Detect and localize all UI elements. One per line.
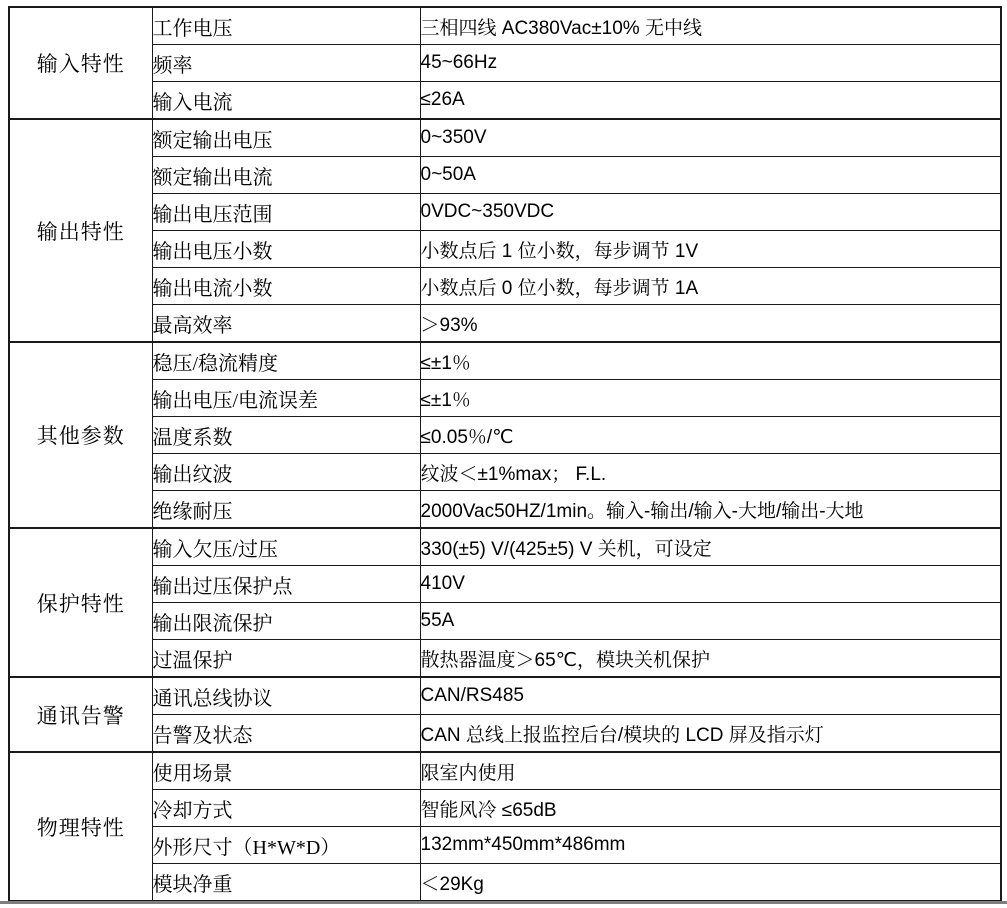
value-cell: 0~50A [420, 157, 1001, 194]
table-row [9, 268, 1001, 305]
value-cell: ≤0.05％/℃ [420, 417, 1001, 454]
value-cell: 0VDC~350VDC [420, 194, 1001, 231]
table-row [9, 45, 1001, 82]
value-cell: ≤±1％ [420, 380, 1001, 417]
table-row [9, 491, 1001, 529]
param-cell: 稳压/稳流精度 [152, 342, 420, 380]
param-cell: 外形尺寸（H*W*D） [152, 827, 420, 864]
bottom-divider [0, 901, 1007, 904]
value-cell: 410V [420, 566, 1001, 603]
table-row [9, 752, 1001, 790]
value-cell: 55A [420, 603, 1001, 640]
table-row [9, 7, 1001, 45]
category-cell: 物理特性 [9, 752, 152, 901]
table-row [9, 528, 1001, 566]
table-row [9, 603, 1001, 640]
value-cell: 三相四线 AC380Vac±10% 无中线 [420, 7, 1001, 45]
param-cell: 输入电流 [152, 82, 420, 120]
value-cell: 0~350V [420, 119, 1001, 157]
param-cell: 通讯总线协议 [152, 677, 420, 715]
param-cell: 输出电流小数 [152, 268, 420, 305]
category-cell: 输入特性 [9, 7, 152, 119]
table-row [9, 82, 1001, 120]
table-row [9, 454, 1001, 491]
param-cell: 工作电压 [152, 7, 420, 45]
param-cell: 最高效率 [152, 305, 420, 343]
value-cell: 纹波＜±1%max； F.L. [420, 454, 1001, 491]
spec-table [8, 6, 1002, 902]
value-cell: ＞93% [420, 305, 1001, 343]
table-row [9, 864, 1001, 902]
value-cell: CAN/RS485 [420, 677, 1001, 715]
table-row [9, 790, 1001, 827]
value-cell: 45~66Hz [420, 45, 1001, 82]
value-cell: CAN 总线上报监控后台/模块的 LCD 屏及指示灯 [420, 715, 1001, 753]
value-cell: ≤±1％ [420, 342, 1001, 380]
table-row [9, 157, 1001, 194]
param-cell: 频率 [152, 45, 420, 82]
table-row [9, 231, 1001, 268]
table-row [9, 417, 1001, 454]
param-cell: 使用场景 [152, 752, 420, 790]
param-cell: 冷却方式 [152, 790, 420, 827]
param-cell: 过温保护 [152, 640, 420, 678]
param-cell: 额定输出电压 [152, 119, 420, 157]
param-cell: 输出电压范围 [152, 194, 420, 231]
category-cell: 通讯告警 [9, 677, 152, 752]
param-cell: 模块净重 [152, 864, 420, 902]
table-row [9, 342, 1001, 380]
value-cell: 132mm*450mm*486mm [420, 827, 1001, 864]
value-cell: 2000Vac50HZ/1min。输入-输出/输入-大地/输出-大地 [420, 491, 1001, 529]
table-row [9, 677, 1001, 715]
table-row [9, 380, 1001, 417]
value-cell: 散热器温度＞65℃，模块关机保护 [420, 640, 1001, 678]
category-cell: 保护特性 [9, 528, 152, 677]
param-cell: 输出过压保护点 [152, 566, 420, 603]
table-row [9, 566, 1001, 603]
table-row [9, 305, 1001, 343]
value-cell: 330(±5) V/(425±5) V 关机，可设定 [420, 528, 1001, 566]
table-row [9, 827, 1001, 864]
param-cell: 额定输出电流 [152, 157, 420, 194]
category-cell: 输出特性 [9, 119, 152, 342]
param-cell: 输出限流保护 [152, 603, 420, 640]
value-cell: 智能风冷 ≤65dB [420, 790, 1001, 827]
param-cell: 告警及状态 [152, 715, 420, 753]
value-cell: 限室内使用 [420, 752, 1001, 790]
param-cell: 输入欠压/过压 [152, 528, 420, 566]
table-row [9, 640, 1001, 678]
value-cell: 小数点后 0 位小数，每步调节 1A [420, 268, 1001, 305]
param-cell: 输出纹波 [152, 454, 420, 491]
param-cell: 温度系数 [152, 417, 420, 454]
param-cell: 输出电压/电流误差 [152, 380, 420, 417]
table-row [9, 119, 1001, 157]
table-row [9, 194, 1001, 231]
value-cell: ＜29Kg [420, 864, 1001, 902]
table-row [9, 715, 1001, 753]
value-cell: ≤26A [420, 82, 1001, 120]
value-cell: 小数点后 1 位小数，每步调节 1V [420, 231, 1001, 268]
param-cell: 输出电压小数 [152, 231, 420, 268]
category-cell: 其他参数 [9, 342, 152, 528]
param-cell: 绝缘耐压 [152, 491, 420, 529]
